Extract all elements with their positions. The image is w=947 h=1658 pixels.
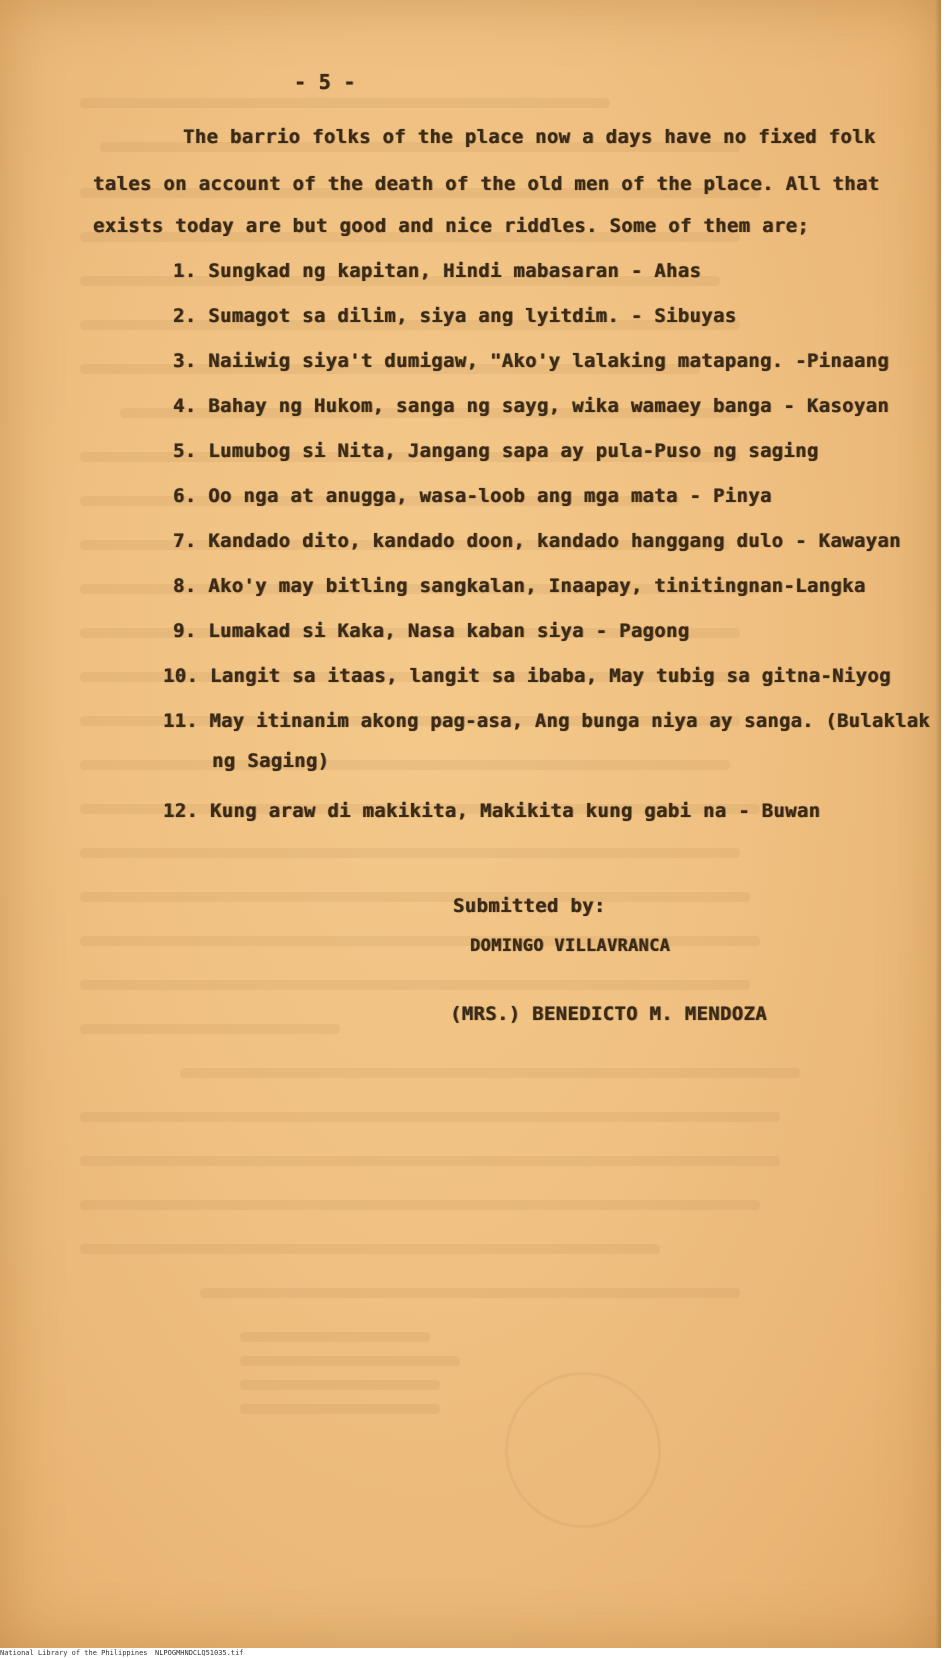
signer-name: DOMINGO VILLAVRANCA [470,936,671,956]
footer-file-name: NLPOGMHNDCLQ51035.tif [155,1649,244,1657]
riddle-item: 7. Kandado dito, kandado doon, kandado hanggang dulo - Kawayan [173,530,901,552]
riddle-item: 3. Naiiwig siya't dumigaw, "Ako'y lalaking matapang. -Pinaang [173,350,890,372]
page-number: - 5 - [294,70,356,94]
signer-name: (MRS.) BENEDICTO M. MENDOZA [450,1003,767,1025]
riddle-item: 11. May itinanim akong pag-asa, Ang bunga niya ay sanga. (Bulaklak [163,710,931,732]
riddle-item: 10. Langit sa itaas, langit sa ibaba, May tubig sa gitna-Niyog [163,665,891,687]
paragraph-line: tales on account of the death of the old men of the place. All that [93,173,880,195]
riddle-item: 4. Bahay ng Hukom, sanga ng sayg, wika wamaey banga - Kasoyan [173,395,890,417]
riddle-item: 2. Sumagot sa dilim, siya ang lyitdim. - Sibuyas [173,305,737,327]
riddle-item: 6. Oo nga at anugga, wasa-loob ang mga mata - Pinya [173,485,772,507]
paragraph-line: exists today are but good and nice riddles. Some of them are; [93,215,810,237]
stamp-impression [505,1372,661,1528]
riddle-item: 5. Lumubog si Nita, Jangang sapa ay pula-Puso ng saging [173,440,819,462]
riddle-item: 12. Kung araw di makikita, Makikita kung gabi na - Buwan [163,800,821,822]
submitted-by-label: Submitted by: [453,895,606,917]
footer-library-name: National Library of the Philippines [0,1649,148,1657]
paragraph-line: The barrio folks of the place now a days have no fixed folk [183,126,876,148]
riddle-item-continuation: ng Saging) [212,750,330,772]
riddle-item: 9. Lumakad si Kaka, Nasa kaban siya - Pagong [173,620,690,642]
riddle-item: 8. Ako'y may bitling sangkalan, Inaapay, tinitingnan-Langka [173,575,866,597]
riddle-item: 1. Sungkad ng kapitan, Hindi mabasaran - Ahas [173,260,702,282]
scan-footer [0,1648,947,1658]
page-edge [935,0,941,1648]
